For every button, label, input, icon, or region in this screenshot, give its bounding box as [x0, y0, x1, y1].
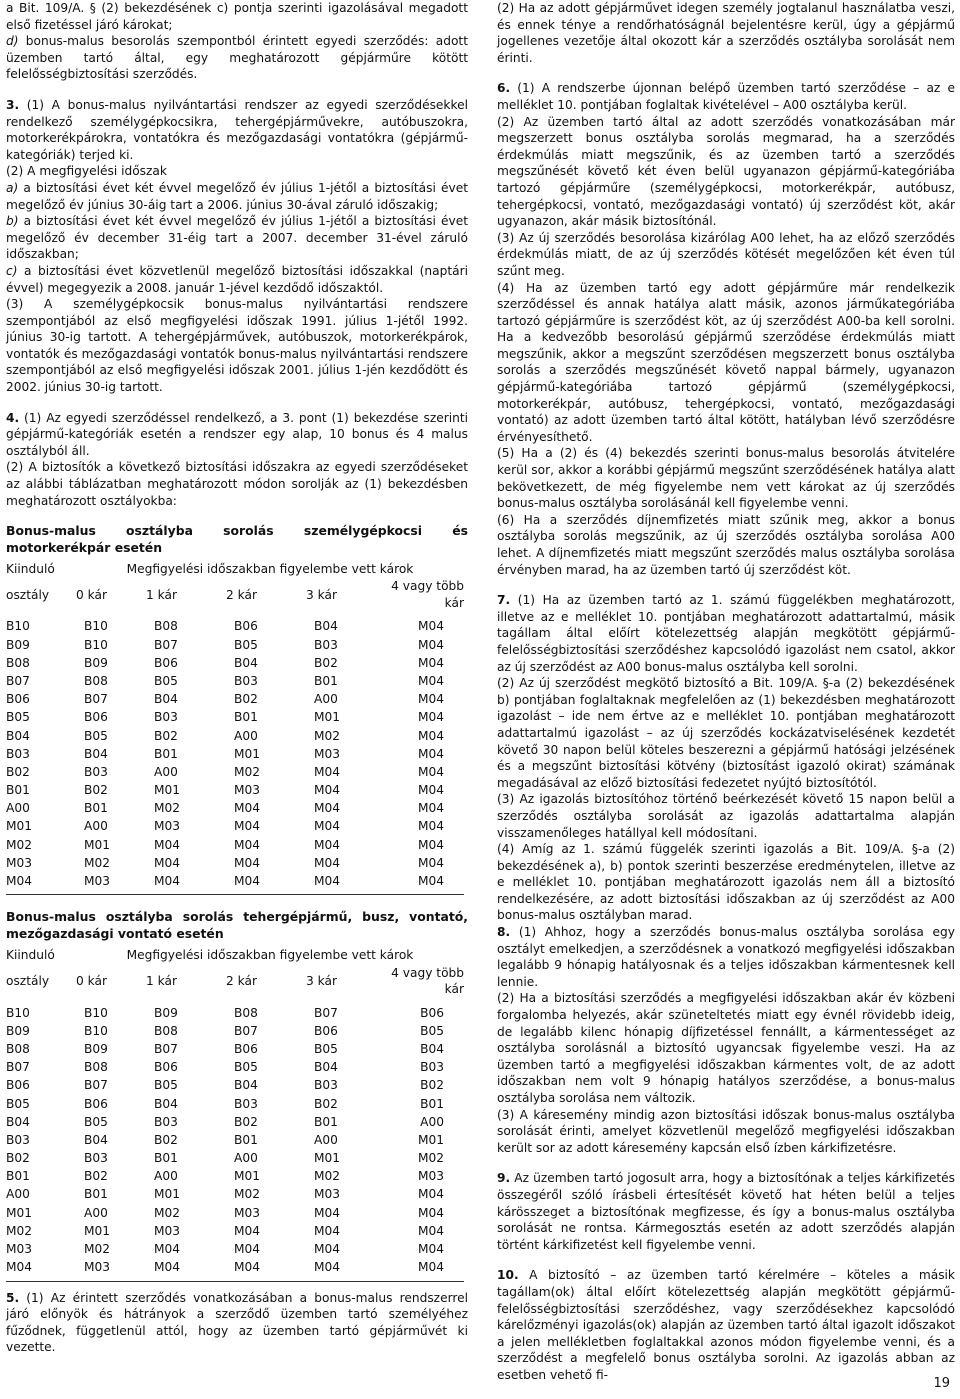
table-2-cell: A00	[154, 1169, 178, 1184]
table-2-cell: B02	[6, 1151, 30, 1166]
table-2-cell: A00	[314, 1132, 338, 1147]
table-1-cell: B06	[84, 710, 108, 725]
table-2-cell: B04	[6, 1114, 30, 1129]
table-2-cell: M04	[314, 1223, 341, 1238]
table-1-cell: M04	[234, 837, 261, 852]
table-1-cell: B02	[6, 764, 30, 779]
table-1-cell: B05	[154, 673, 178, 688]
table-2-cell: B09	[154, 1005, 178, 1020]
table-2-cell: B02	[420, 1078, 444, 1093]
table-1-cell: B02	[234, 692, 258, 707]
table-2-row	[6, 1186, 464, 1204]
table-1-cell: B06	[234, 619, 258, 634]
table-2-cell: B04	[314, 1060, 338, 1075]
table-1-cell: B07	[84, 692, 108, 707]
table-2-cell: M04	[6, 1260, 33, 1275]
table-2-cell: M04	[417, 1205, 444, 1220]
table-2-cell: B06	[314, 1023, 338, 1038]
section-3-para-2b: b) a biztosítási évet két évvel megelőző év július 1-jétől a biztosítási évet megelőző év december 31-éig tart a 2007. december 31-ével záruló időszakban;	[6, 214, 468, 262]
table-2-cell: B07	[84, 1078, 108, 1093]
table-1-cell: B01	[6, 783, 30, 798]
table-2-cell: M04	[417, 1260, 444, 1275]
page-number: 19	[933, 1376, 950, 1392]
table-1-cell: B10	[84, 637, 108, 652]
table-1-cell: M04	[234, 874, 261, 889]
table-2-row	[6, 1058, 464, 1076]
section-8-para-1: 8. (1) Ahhoz, hogy a szerződés bonus-malus osztályba sorolása egy osztályt emelkedjen, a szerződésnek a vonatkozó megfigyelési időszakban legalább 9 hónapig hatályosnak és a teljes időszakban kármentesnek kell lennie.	[497, 925, 955, 989]
table-2-cell: B03	[234, 1096, 258, 1111]
table-1-cell: M01	[6, 819, 33, 834]
table-1-header-claims: Megfigyelési időszakban figyelembe vett károk	[126, 562, 414, 577]
table-2-cell: B10	[6, 1005, 30, 1020]
table-2-cell: M04	[234, 1260, 261, 1275]
table-2-cell: A00	[234, 1151, 258, 1166]
table-1-cell: M03	[154, 819, 181, 834]
table-1-cell: M04	[417, 728, 444, 743]
table-1-cell: B02	[314, 655, 338, 670]
table-2-cell: A00	[420, 1114, 444, 1129]
table-2-cell: B01	[234, 1132, 258, 1147]
table-1-cell: A00	[6, 801, 30, 816]
table-1-cell: M01	[154, 783, 181, 798]
table-2-cell: B06	[84, 1096, 108, 1111]
section-4-para-1: 4. (1) Az egyedi szerződéssel rendelkező, a 3. pont (1) bekezdése szerinti gépjármű-kategóriák esetén a rendszer egy alap, 10 bonus és 4 malus osztályból áll.	[6, 410, 468, 458]
section-6-para-2: (2) Az üzemben tartó által az adott szerződés vonatkozásában már megszerzett bonus osztályba sorolás megmarad, ha a szerződés érdekmúlás miatt megszűnik, és az üzemben tartó a szerződés megszűnését követő két éven belül ugyanazon gépjármű-kategóriába tartozó gépjárműre (személygépkocsi, motorkerékpár, autóbusz, tehergépkocsi, vontató, mezőgazdasági vontató) új szerződést köt, akár ugyanazon, akár másik biztosítónál.	[497, 114, 955, 229]
table-2-cell: M03	[314, 1187, 341, 1202]
table-1-cell: B05	[6, 710, 30, 725]
table-2-cell: M02	[314, 1169, 341, 1184]
table-2-cell: B06	[234, 1041, 258, 1056]
table-1-cell: M03	[84, 874, 111, 889]
table-2-cell: B02	[84, 1169, 108, 1184]
table-1-cell: M04	[314, 819, 341, 834]
table-2-cell: M04	[314, 1242, 341, 1257]
table-1-cell: B01	[234, 710, 258, 725]
table-1-cell: M04	[314, 801, 341, 816]
table-2-cell: M01	[6, 1205, 33, 1220]
table-1-cell: A00	[314, 692, 338, 707]
table-1-cell: M04	[417, 746, 444, 761]
table-1-cell: M04	[417, 637, 444, 652]
table-2-cell: B05	[154, 1078, 178, 1093]
table-1-title: Bonus-malus osztályba sorolás személygépkocsi és motorkerékpár esetén	[6, 523, 468, 555]
table-2-cell: M04	[314, 1260, 341, 1275]
table-1-cell: A00	[154, 764, 178, 779]
table-2	[6, 947, 464, 1277]
table-1-cell: B05	[84, 728, 108, 743]
table-1-cell: M04	[417, 837, 444, 852]
table-1-cell: M04	[234, 801, 261, 816]
table-2-cell: B06	[6, 1078, 30, 1093]
section-10: 10. A biztosító – az üzemben tartó kérelmére – köteles a másik tagállam(ok) által előírt kötelezettség alapján megkötött gépjármű-felelősségbiztosítási szerződéshez, vagy szerződésekhez kapcsolódó kárelőzményi igazolás(ok) alapján az üzemben tartó által igazolt időszakot a jelen mellékletben foglaltakkal azonos módon figyelembe venni, és a szerződést a megfelelő bonus osztályba sorolni. Az igazolás abban az esetben vehető fi-	[497, 1268, 955, 1382]
table-2-cell: M02	[84, 1242, 111, 1257]
section-7-para-4: (4) Amíg az 1. számú függelék szerinti igazolás a Bit. 109/A. §-a (2) bekezdésének a), b) pontok szerinti beszerzése eredménytelen, illetve az e melléklet 10. pontjában meghatározott igazolás nem áll a biztosító rendelkezésére, az adott biztosítási időszakban az új szerződést az A00 bonus-malus osztályban marad.	[497, 842, 955, 923]
table-1-cell: B10	[6, 619, 30, 634]
table-2-cell: B08	[154, 1023, 178, 1038]
table-1-cell: B04	[234, 655, 258, 670]
section-7-para-1: 7. (1) Ha az üzemben tartó az 1. számú függelékben meghatározott, illetve az e melléklet 10. pontjában meghatározott adattartalmú, másik tagállam által előírt kötelezettség alapján megkötött gépjármű-felelősségbiztosítási szerződéshez kapcsolódó igazolást nem csatol, akkor az új szerződést az A00 bonus-malus osztályba kell sorolni.	[497, 593, 955, 674]
right-column	[497, 0, 955, 1384]
table-1-cell: M01	[314, 710, 341, 725]
table-2-cell: B01	[6, 1169, 30, 1184]
table-1-col-header: 2 kár	[226, 587, 257, 602]
table-1-cell: M04	[314, 837, 341, 852]
table-2-cell: M03	[84, 1260, 111, 1275]
table-2-cell: M02	[154, 1205, 181, 1220]
table-1-cell: B06	[154, 655, 178, 670]
table-1-col-header: osztály	[6, 587, 50, 602]
table-2-cell: B03	[154, 1114, 178, 1129]
table-2-cell: M02	[417, 1151, 444, 1166]
table-2-cell: B09	[6, 1023, 30, 1038]
table-2-cell: B02	[154, 1132, 178, 1147]
table-1-cell: B03	[154, 710, 178, 725]
table-2-row	[6, 1022, 464, 1040]
table-1-cell: B04	[84, 746, 108, 761]
table-2-cell: B05	[234, 1060, 258, 1075]
section-6-para-5: (5) Ha a (2) és (4) bekezdés szerinti bonus-malus besorolás átvitelére kerül sor, akkor a korábbi gépjármű megszűnt szerződésének hatálya alatt bekövetkezett, de még figyelembe nem vett károkat az új szerződés bonus-malus osztályba sorolásánál kell figyelembe venni.	[497, 446, 955, 511]
table-2-cell: B04	[420, 1041, 444, 1056]
table-2-cell: B03	[84, 1151, 108, 1166]
section-5-para-2: (2) Ha az adott gépjárművet idegen személy jogtalanul használatba veszi, és ennek ténye a rendőrhatóságnál bejelentésre kerül, úgy a gépjármű jogellenes vezetője által okozott kár a szerződés osztályba sorolását nem érinti.	[497, 1, 955, 65]
table-1-cell: M04	[6, 874, 33, 889]
section-8-para-2: (2) Ha a biztosítási szerződés a megfigyelési időszakban akár év közbeni forgalomba helyezés, akár szüneteltetés miatt egy évnél rövidebb ideig, de legalább kilenc hónapig díjfizetéssel fennállt, a kármentességet az osztályba sorolásnál a biztosító ugyancsak figyelembe veszi. Ha az üzemben tartó a megfigyelési időszakban kármentes volt, de az adott időszakban nem volt 9 hónapig hatályos szerződése, a bonus-malus osztályba sorolása nem változik.	[497, 991, 955, 1105]
table-2-cell: M04	[417, 1187, 444, 1202]
table-1-row	[6, 781, 464, 799]
table-2-cell: M03	[6, 1242, 33, 1257]
table-1-cell: B02	[84, 783, 108, 798]
table-1-cell: B07	[6, 673, 30, 688]
table-1-cell: M04	[234, 855, 261, 870]
table-1-row	[6, 727, 464, 745]
table-2-cell: M04	[154, 1260, 181, 1275]
table-1-cell: B02	[154, 728, 178, 743]
table-1-cell: B03	[84, 764, 108, 779]
table-2-cell: M04	[234, 1223, 261, 1238]
table-2-col-header: 0 kár	[76, 973, 107, 988]
table-2-cell: M04	[314, 1205, 341, 1220]
table-2-cell: B10	[84, 1023, 108, 1038]
table-1-cell: M04	[417, 855, 444, 870]
table-2-cell: B09	[84, 1041, 108, 1056]
section-6-para-6: (6) Ha a szerződés díjnemfizetés miatt szűnik meg, akkor a bonus osztályba sorolás megszűnik, az új szerződés osztályba sorolása A00 lehet. A díjnemfizetés miatt megszűnt szerződés malus osztályba sorolása érvényben marad, ha az üzemben tartó új szerződést köt.	[497, 512, 955, 577]
table-2-cell: B10	[84, 1005, 108, 1020]
table-2-cell: B08	[234, 1005, 258, 1020]
table-1-cell: M04	[154, 855, 181, 870]
table-2-cell: M01	[417, 1132, 444, 1147]
section-3-para-3: (3) A személygépkocsik bonus-malus nyilvántartási rendszere szempontjából az első megfigyelési időszak 1991. július 1-jétől 1992. június 30-ig tartott. A tehergépjárművek, autóbuszok, motorkerékpárok, vontatók és mezőgazdasági vontatók bonus-malus nyilvántartási rendszere szempontjából az első megfigyelési időszak 2001. július 1-jén kezdődött és 2002. június 30-ig tartott.	[6, 297, 468, 395]
table-1-cell: M04	[417, 673, 444, 688]
table-1-cell: M04	[314, 874, 341, 889]
table-2-cell: M04	[417, 1242, 444, 1257]
table-1-cell: A00	[234, 728, 258, 743]
table-1-row	[6, 636, 464, 654]
table-1-row	[6, 654, 464, 672]
table-2-cell: M01	[154, 1187, 181, 1202]
table-2-cell: B01	[420, 1096, 444, 1111]
table-1-row	[6, 690, 464, 708]
table-2-cell: B05	[6, 1096, 30, 1111]
table-1-cell: M04	[417, 619, 444, 634]
table-2-cell: B03	[6, 1132, 30, 1147]
section-3-para-2c: c) a biztosítási évet közvetlenül megelőző biztosítási időszakkal (naptári évvel) megegyezik a 2008. január 1-jével kezdődő időszaktól.	[6, 263, 468, 295]
table-1-cell: B05	[234, 637, 258, 652]
table-1-row	[6, 854, 464, 872]
table-1-cell: M02	[6, 837, 33, 852]
table-1-cell: B10	[84, 619, 108, 634]
table-2-row	[6, 1040, 464, 1058]
section-6-para-1: 6. (1) A rendszerbe újonnan belépő üzemben tartó szerződése – az e melléklet 10. pontjában foglaltak kivételével – A00 osztályba kerül.	[497, 81, 955, 112]
table-1-row	[6, 672, 464, 690]
table-1-cell: M02	[84, 855, 111, 870]
table-1-cell: M01	[234, 746, 261, 761]
table-2-cell: M01	[234, 1169, 261, 1184]
table-1-cell: M02	[314, 728, 341, 743]
table-1-cell: M04	[417, 692, 444, 707]
table-2-cell: A00	[6, 1187, 30, 1202]
table-2-cell: M03	[234, 1205, 261, 1220]
table-1-cell: M02	[154, 801, 181, 816]
table-2-cell: M02	[6, 1223, 33, 1238]
table-1-cell: M03	[314, 746, 341, 761]
section-3-para-2a: a) a biztosítási évet két évvel megelőző év július 1-jétől a biztosítási évet megelőző év június 30-áig tart a 2006. június 30-ával záruló időszakig;	[6, 180, 468, 212]
table-2-cell: M04	[234, 1242, 261, 1257]
section-6-para-4: (4) Ha az üzemben tartó egy adott gépjárműre már rendelkezik szerződéssel és annak hatálya alatt másik, azonos járműkategóriába tartozó gépjárműre is szerződést köt, az új szerződést A00-ba kell sorolni. Ha a kedvezőbb besorolású gépjármű szerződése érdekmúlás miatt megszűnik, akkor a megszűnt szerződésen megszerzett bonus osztályba sorolás a szerződés megszűnését követő nappal bármely, ugyanazon gépjármű-kategóriába tartozó gépjármű (személygépkocsi, motorkerékpár, autóbusz, tehergépkocsi, vontató, mezőgazdasági vontató) az adott üzemben tartó által kötött, hatályban lévő szerződésre érvényesíthető.	[497, 280, 955, 444]
table-2-cell: M03	[154, 1223, 181, 1238]
table-2-cell: B02	[234, 1114, 258, 1129]
left-column	[6, 0, 468, 1356]
table-2-col-header: 2 kár	[226, 973, 257, 988]
section-3-para-1: 3. (1) A bonus-malus nyilvántartási rendszer az egyedi szerződésekkel rendelkező személygépkocsikra, tehergépjárművekre, autóbuszokra, motorkerékpárokra, vontatókra és mezőgazdasági vontatókra (gépjármű-kategóriák) terjed ki.	[6, 97, 468, 162]
table-2-row	[6, 1240, 464, 1258]
table-1-cell: B01	[154, 746, 178, 761]
table-1-cell: B03	[6, 746, 30, 761]
section-3-para-2: (2) A megfigyelési időszak	[6, 164, 167, 179]
section-8-para-3: (3) A káresemény mindig azon biztosítási időszak bonus-malus osztályba sorolását érinti, amelyet közvetlenül megelőző megfigyelési időszakban került sor az adott káresemény kapcsán első ízben kárkifizetésre.	[497, 1107, 955, 1155]
table-2-cell: B05	[84, 1114, 108, 1129]
table-2-cell: B02	[314, 1096, 338, 1111]
table-1-col-header: 3 kár	[306, 587, 337, 602]
section-5-para-1: 5. (1) Az érintett szerződés vonatkozásában a bonus-malus rendszerrel járó előnyök és hátrányok a szerződő üzemben tartó személyéhez fűződnek, függetlenül attól, hogy az üzemben tartó gépjárművét ki vezette.	[6, 1290, 468, 1355]
table-2-cell: B03	[420, 1060, 444, 1075]
table-1-cell: B08	[84, 673, 108, 688]
table-1-cell: M02	[234, 764, 261, 779]
table-2-cell: B03	[314, 1078, 338, 1093]
table-2-cell: B05	[420, 1023, 444, 1038]
table-1-cell: A00	[84, 819, 108, 834]
table-2-cell: M01	[84, 1223, 111, 1238]
intro-paragraph: a Bit. 109/A. § (2) bekezdésének c) pontja szerinti igazolásával megadott első fizetéssel járó károkat;	[6, 1, 468, 32]
table-1-cell: M04	[314, 783, 341, 798]
table-1-row	[6, 709, 464, 727]
section-4-para-2: (2) A biztosítók a következő biztosítási időszakra az egyedi szerződéseket az alábbi táblázatban meghatározott módon sorolják az (1) bekezdésben meghatározott osztályokba:	[6, 460, 468, 508]
table-2-row	[6, 1258, 464, 1276]
table-2-row	[6, 1131, 464, 1149]
table-2-col-header: 4 vagy több kár	[391, 965, 464, 997]
table-2-cell: B06	[420, 1005, 444, 1020]
table-1-header-start: Kiinduló	[6, 562, 55, 577]
table-2-row	[6, 998, 464, 1022]
table-1-col-header: 1 kár	[146, 587, 177, 602]
table-2-row	[6, 1222, 464, 1240]
table-1-col-header: 0 kár	[76, 587, 107, 602]
table-2-row	[6, 1113, 464, 1131]
table-1-cell: B03	[234, 673, 258, 688]
table-1-cell: B09	[84, 655, 108, 670]
table-1-cell: M04	[417, 710, 444, 725]
table-2-cell: B07	[6, 1060, 30, 1075]
section-6-para-3: (3) Az új szerződés besorolása kizárólag A00 lehet, ha az előző szerződés érdekmúlás miatt, de az új szerződés kötését megelőzően két éven túl szűnt meg.	[497, 230, 955, 278]
table-2-cell: B01	[84, 1187, 108, 1202]
table-1-row	[6, 763, 464, 781]
table-2-cell: B05	[314, 1041, 338, 1056]
table-2-cell: A00	[84, 1205, 108, 1220]
table-2-col-header: osztály	[6, 973, 50, 988]
table-2-cell: B07	[314, 1005, 338, 1020]
table-2-cell: B04	[154, 1096, 178, 1111]
table-2-row	[6, 1077, 464, 1095]
table-2-cell: M01	[314, 1151, 341, 1166]
table-2-cell: M02	[234, 1187, 261, 1202]
section-9: 9. Az üzemben tartó jogosult arra, hogy a biztosítónak a teljes kárkifizetés összegéről szóló írásbeli értesítését követő hat héten belül a teljes kárösszeget a biztosítónak megfizesse, és így a bonus-malus osztályba sorolását ne rontsa. Kármegosztás esetén az adott szerződés alapján történt kárkifizetést kell figyelembe venni.	[497, 1171, 955, 1252]
table-2-col-header: 1 kár	[146, 973, 177, 988]
table-1-cell: M04	[234, 819, 261, 834]
table-1-col-header: 4 vagy több kár	[391, 579, 464, 610]
table-1-cell: B06	[6, 692, 30, 707]
table-2-header-start: Kiinduló	[6, 948, 55, 963]
section-7-para-2: (2) Az új szerződést megkötő biztosító a Bit. 109/A. §-a (2) bekezdésének b) pontjában foglaltaknak megfelelően az (1) bekezdésben meghatározott igazolást – ide nem értve az e melléklet 10. pontjában meghatározott adattartalmú igazolást – az új szerződés kockázatviselésének kezdetét követő 30 napon belül köteles beszerezni a gépjármű hatósági jelzésének és a megszűnt biztosítási kötvény (biztosítást igazoló okirat) számának megadásával az előző biztosítási fedezetet nyújtó biztosítótól.	[497, 676, 955, 790]
table-2-row	[6, 1095, 464, 1113]
table-1-cell: B01	[314, 673, 338, 688]
table-1-row	[6, 818, 464, 836]
table-2-cell: B01	[314, 1114, 338, 1129]
table-1-cell: B04	[6, 728, 30, 743]
table-2-cell: B08	[6, 1041, 30, 1056]
table-2-row	[6, 1167, 464, 1185]
table-1-cell: M03	[6, 855, 33, 870]
table-1-cell: M04	[417, 801, 444, 816]
table-2-cell: B04	[84, 1132, 108, 1147]
table-2-cell: B01	[154, 1151, 178, 1166]
table-1-cell: M04	[417, 874, 444, 889]
table-1-cell: B08	[6, 655, 30, 670]
table-2-cell: B07	[234, 1023, 258, 1038]
table-1-cell: M04	[417, 764, 444, 779]
table-1-cell: M04	[314, 855, 341, 870]
table-2-row	[6, 1204, 464, 1222]
table-2-cell: M04	[154, 1242, 181, 1257]
table-1-cell: M04	[314, 764, 341, 779]
section-7-para-3: (3) Az igazolás biztosítóhoz történő beérkezését követő 15 napon belül a szerződés osztályba sorolását az igazolás adattartalma alapján visszamenőleges hatállyal kell módosítani.	[497, 792, 955, 840]
table-1-cell: B01	[84, 801, 108, 816]
table-1	[6, 560, 464, 890]
table-2-cell: B06	[154, 1060, 178, 1075]
table-1-cell: B08	[154, 619, 178, 634]
table-1-row	[6, 799, 464, 817]
table-1-row	[6, 745, 464, 763]
table-2-row	[6, 1149, 464, 1167]
table-1-cell: M01	[84, 837, 111, 852]
table-2-cell: M04	[417, 1223, 444, 1238]
table-2-header-claims: Megfigyelési időszakban figyelembe vett károk	[126, 948, 414, 963]
definition-d: d) bonus-malus besorolás szempontból érintett egyedi szerződés: adott üzemben tartó által, egy meghatározott gépjárműre kötött felelősségbiztosítási szerződés.	[6, 34, 468, 82]
table-1-row	[6, 872, 464, 890]
table-2-cell: B04	[234, 1078, 258, 1093]
table-2-cell: B08	[84, 1060, 108, 1075]
table-1-cell: B04	[154, 692, 178, 707]
table-1-cell: B09	[6, 637, 30, 652]
table-1-cell: B07	[154, 637, 178, 652]
table-1-cell: M03	[234, 783, 261, 798]
table-2-title: Bonus-malus osztályba sorolás tehergépjármű, busz, vontató, mezőgazdasági vontató esetén	[6, 909, 468, 941]
table-1-cell: B03	[314, 637, 338, 652]
table-1-cell: M04	[417, 783, 444, 798]
table-2-col-header: 3 kár	[306, 973, 337, 988]
table-1-cell: M04	[417, 819, 444, 834]
table-1-cell: B04	[314, 619, 338, 634]
table-1-row	[6, 836, 464, 854]
table-1-cell: M04	[154, 874, 181, 889]
table-1-row	[6, 612, 464, 636]
table-2-cell: B07	[154, 1041, 178, 1056]
table-1-cell: M04	[417, 655, 444, 670]
table-1-cell: M04	[154, 837, 181, 852]
table-2-cell: M03	[417, 1169, 444, 1184]
